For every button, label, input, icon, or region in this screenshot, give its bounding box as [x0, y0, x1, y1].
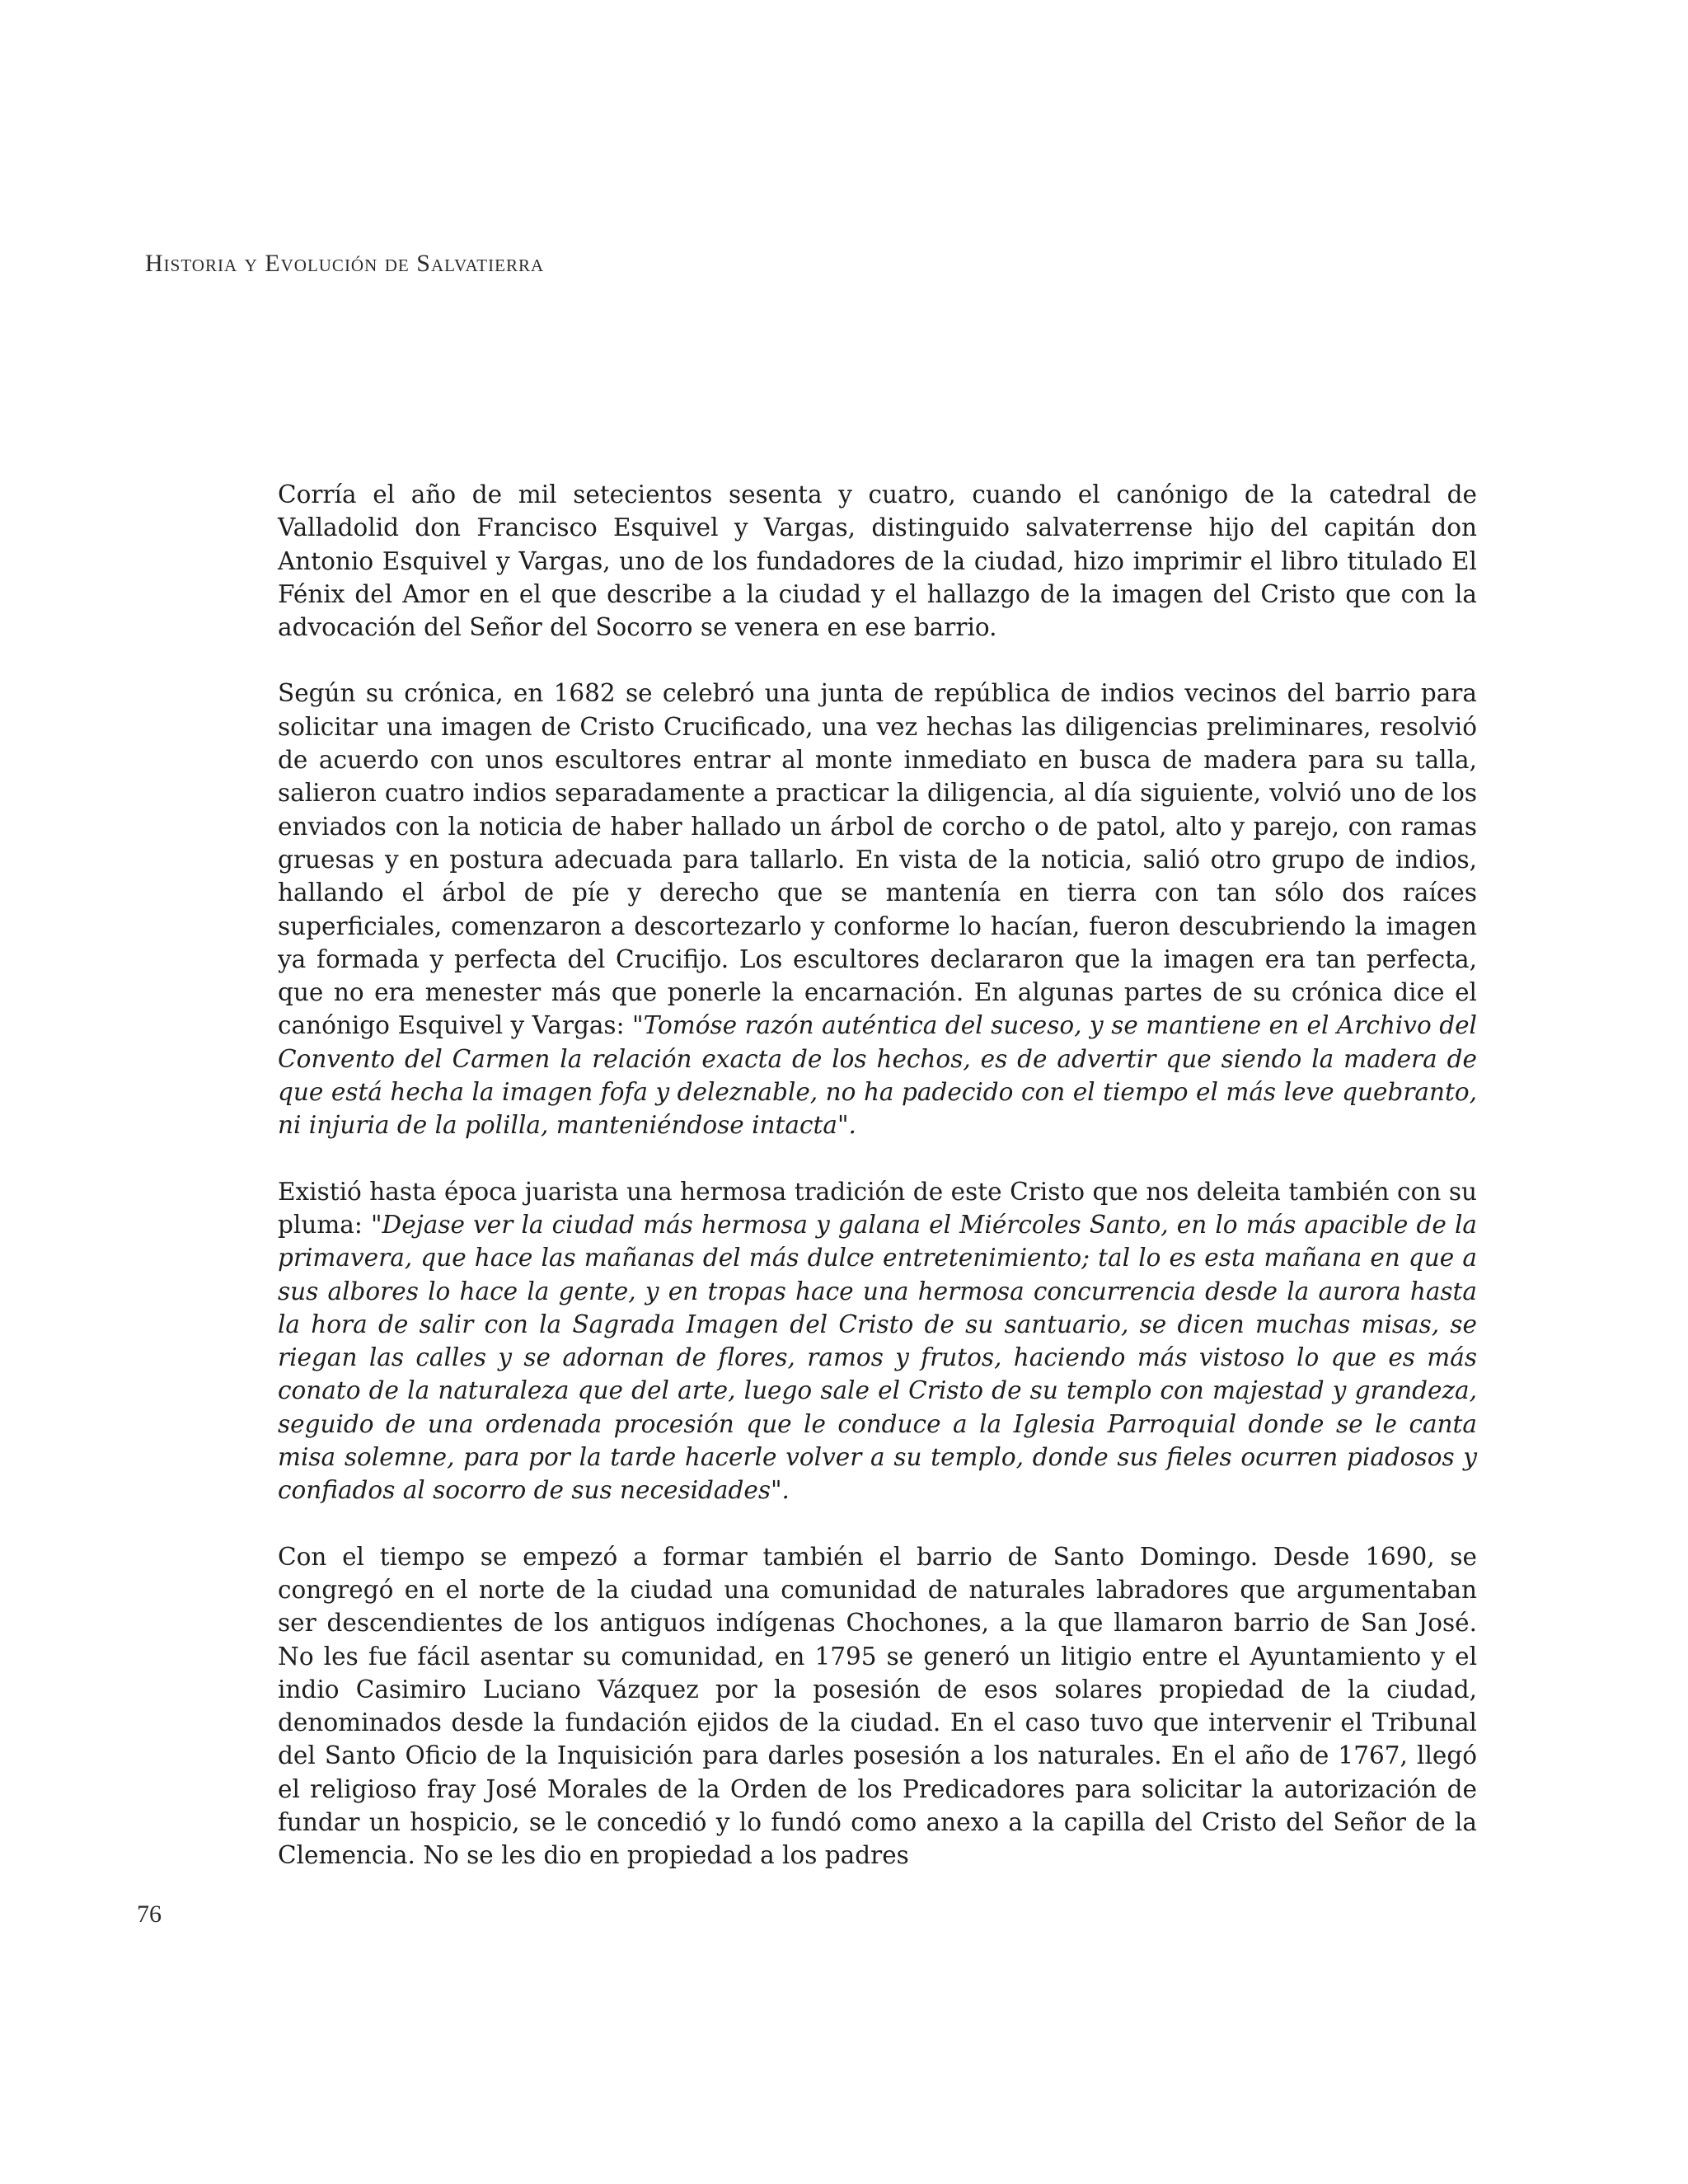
body-text [278, 478, 1477, 1872]
paragraph-1 [278, 478, 1477, 644]
paragraph-3-quote: "Dejase ver la ciudad más hermosa y galana el Miércoles Santo, en lo más apacible de la primavera, que hace las mañanas del más dulce entretenimiento; tal lo es esta mañana en que a sus albores lo hace la gente, y en tropas hace una hermosa concurrencia desde la aurora hasta la hora de salir con la Sagrada Imagen del Cristo de su santuario, se dicen muchas misas, se riegan las calles y se adornan de flores, ramos y frutos, haciendo más vistoso lo que es más conato de la naturaleza que del arte, luego sale el Cristo de su templo con majestad y grandeza, seguido de una ordenada procesión que le conduce a la Iglesia Parroquial donde se le canta misa solemne, para por la tarde hacerle volver a su templo, donde sus fieles ocurren piadosos y confiados al socorro de sus necesidades". [278, 1210, 1477, 1505]
paragraph-2-text: Según su crónica, en 1682 se celebró una junta de república de indios vecinos del barrio para solicitar una imagen de Cristo Crucificado, una vez hechas las diligencias preliminares, resolvió de acuerdo con unos escultores entrar al monte inmediato en busca de madera para su talla, salieron cuatro indios separadamente a practicar la diligencia, al día siguiente, volvió uno de los enviados con la noticia de haber hallado un árbol de corcho o de patol, alto y parejo, con ramas gruesas y en postura adecuada para tallarlo. En vista de la noticia, salió otro grupo de indios, hallando el árbol de píe y derecho que se mantenía en tierra con tan sólo dos raíces superficiales, comenzaron a descortezarlo y conforme lo hacían, fueron descubriendo la imagen ya formada y perfecta del Crucifijo. Los escultores declararon que la imagen era tan perfecta, que no era menester más que ponerle la encarnación. En algunas partes de su crónica dice el canónigo Esquivel y Vargas: [278, 679, 1477, 1040]
page-number: 76 [137, 1900, 162, 1928]
paragraph-2-quote: "Tomóse razón auténtica del suceso, y se mantiene en el Archivo del Convento del Carmen la relación exacta de los hechos, es de advertir que siendo la madera de que está hecha la imagen fofa y deleznable, no ha padecido con el tiempo el más leve quebranto, ni injuria de la polilla, manteniéndose intacta". [278, 1011, 1477, 1140]
paragraph-3-text: Existió hasta época juarista una hermosa tradición de este Cristo que nos deleita también con su pluma: [278, 1177, 1477, 1239]
paragraph-4-text: Con el tiempo se empezó a formar también el barrio de Santo Domingo. Desde 1690, se congregó en el norte de la ciudad una comunidad de naturales labradores que argumentaban ser descendientes de los antiguos indígenas Chochones, a la que llamaron barrio de San José. No les fue fácil asentar su comunidad, en 1795 se generó un litigio entre el Ayuntamiento y el indio Casimiro Luciano Vázquez por la posesión de esos solares propiedad de la ciudad, denominados desde la fundación ejidos de la ciudad. En el caso tuvo que intervenir el Tribunal del Santo Oficio de la Inquisición para darles posesión a los naturales. En el año de 1767, llegó el religioso fray José Morales de la Orden de los Predicadores para solicitar la autorización de fundar un hospicio, se le concedió y lo fundó como anexo a la capilla del Cristo del Señor de la Clemencia. No se les dio en propiedad a los padres [278, 1542, 1477, 1870]
paragraph-1-text: Corría el año de mil setecientos sesenta y cuatro, cuando el canónigo de la catedral de Valladolid don Francisco Esquivel y Vargas, distinguido salvaterrense hijo del capitán don Antonio Esquivel y Vargas, uno de los fundadores de la ciudad, hizo imprimir el libro titulado El Fénix del Amor en el que describe a la ciudad y el hallazgo de la imagen del Cristo que con la advocación del Señor del Socorro se venera en ese barrio. [278, 480, 1477, 642]
running-header: Historia y Evolución de Salvatierra [145, 250, 545, 277]
paragraph-4 [278, 1540, 1477, 1872]
paragraph-2 [278, 677, 1477, 1141]
paragraph-3 [278, 1175, 1477, 1507]
